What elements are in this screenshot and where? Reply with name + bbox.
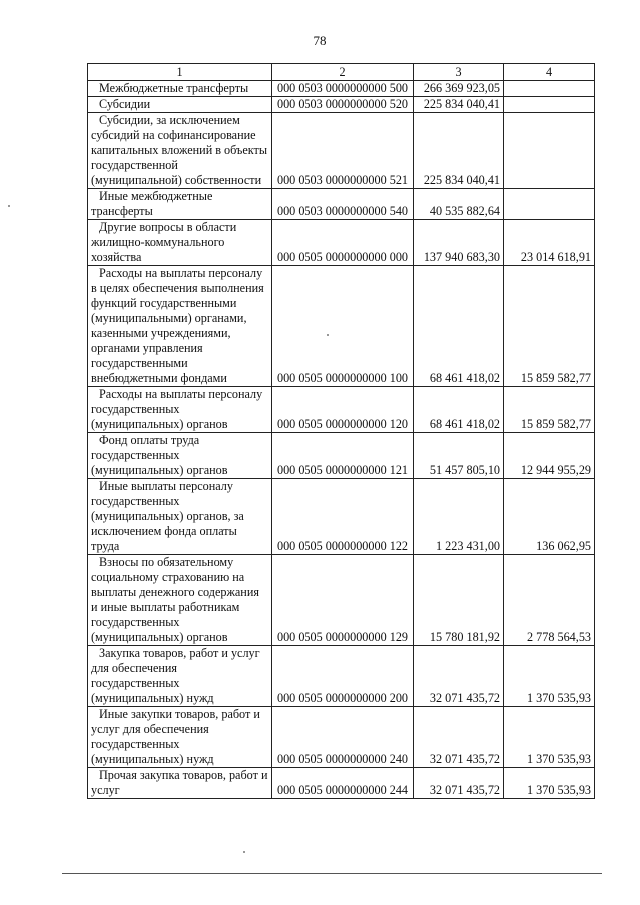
row-code: 000 0503 0000000000 520 (272, 97, 414, 113)
table-row (88, 113, 595, 189)
row-col4-value: 2 778 564,53 (504, 555, 595, 646)
row-col3-value: 68 461 418,02 (414, 266, 504, 387)
row-name: Иные выплаты персоналу государственных (муниципальных) органов, за исключением фонда оплаты труда (91, 479, 244, 553)
row-col3-value: 1 223 431,00 (414, 479, 504, 555)
table-row (88, 97, 595, 113)
header-col-4: 4 (504, 64, 595, 81)
row-col4-value: 23 014 618,91 (504, 220, 595, 266)
row-col3-value: 68 461 418,02 (414, 387, 504, 433)
row-name-cell (88, 97, 272, 113)
table-row (88, 768, 595, 799)
row-col3-value: 225 834 040,41 (414, 113, 504, 189)
row-name: Иные межбюджетные трансферты (91, 189, 213, 218)
row-name-cell (88, 220, 272, 266)
row-code: 000 0503 0000000000 540 (272, 189, 414, 220)
row-code: 000 0503 0000000000 500 (272, 81, 414, 97)
page-number: 78 (313, 33, 327, 48)
row-code: 000 0505 0000000000 240 (272, 707, 414, 768)
row-name: Прочая закупка товаров, работ и услуг (91, 768, 268, 797)
row-name: Расходы на выплаты персоналу в целях обеспечения выполнения функций государственными (муниципальными) органами, казенными учреждениями, органами управления государственными внебюджетными фондами (91, 266, 264, 385)
row-name: Фонд оплаты труда государственных (муниципальных) органов (91, 433, 228, 477)
row-col3-value: 137 940 683,30 (414, 220, 504, 266)
table-row (88, 189, 595, 220)
table-row (88, 707, 595, 768)
table-row (88, 555, 595, 646)
row-code: 000 0505 0000000000 121 (272, 433, 414, 479)
row-name-cell (88, 646, 272, 707)
row-code: 000 0503 0000000000 521 (272, 113, 414, 189)
row-name-cell (88, 768, 272, 799)
row-col4-value (504, 97, 595, 113)
budget-table (87, 63, 595, 799)
table-row (88, 387, 595, 433)
row-col3-value: 40 535 882,64 (414, 189, 504, 220)
row-code: 000 0505 0000000000 129 (272, 555, 414, 646)
row-name-cell (88, 707, 272, 768)
row-col4-value: 136 062,95 (504, 479, 595, 555)
row-name-cell (88, 479, 272, 555)
row-name: Расходы на выплаты персоналу государственных (муниципальных) органов (91, 387, 263, 431)
row-name: Межбюджетные трансферты (99, 81, 249, 95)
row-col3-value: 32 071 435,72 (414, 768, 504, 799)
row-code: 000 0505 0000000000 000 (272, 220, 414, 266)
header-row (88, 64, 595, 81)
row-name-cell (88, 81, 272, 97)
row-code: 000 0505 0000000000 120 (272, 387, 414, 433)
row-name: Иные закупки товаров, работ и услуг для обеспечения государственных (муниципальных) нужд (91, 707, 260, 766)
table-body (88, 81, 595, 799)
header-col-2: 2 (272, 64, 414, 81)
table-header (88, 64, 595, 81)
row-col4-value: 15 859 582,77 (504, 387, 595, 433)
row-code: 000 0505 0000000000 100 (272, 266, 414, 387)
scan-speck (8, 205, 10, 207)
row-col4-value: 15 859 582,77 (504, 266, 595, 387)
table-row (88, 81, 595, 97)
row-code: 000 0505 0000000000 244 (272, 768, 414, 799)
row-name: Субсидии (99, 97, 151, 111)
bottom-rule (62, 873, 602, 874)
row-col4-value: 1 370 535,93 (504, 646, 595, 707)
header-col-3: 3 (414, 64, 504, 81)
row-name-cell (88, 189, 272, 220)
row-col3-value: 15 780 181,92 (414, 555, 504, 646)
row-name-cell (88, 113, 272, 189)
row-name-cell (88, 555, 272, 646)
row-col4-value: 12 944 955,29 (504, 433, 595, 479)
row-code: 000 0505 0000000000 122 (272, 479, 414, 555)
row-col3-value: 266 369 923,05 (414, 81, 504, 97)
row-col3-value: 225 834 040,41 (414, 97, 504, 113)
row-col3-value: 51 457 805,10 (414, 433, 504, 479)
row-col4-value (504, 189, 595, 220)
scan-speck (243, 851, 245, 853)
row-col3-value: 32 071 435,72 (414, 646, 504, 707)
table-row (88, 220, 595, 266)
table-row (88, 433, 595, 479)
row-name: Субсидии, за исключением субсидий на софинансирование капитальных вложений в объекты государственной (муниципальной) собственности (91, 113, 268, 187)
row-col4-value: 1 370 535,93 (504, 768, 595, 799)
row-name: Закупка товаров, работ и услуг для обеспечения государственных (муниципальных) нужд (91, 646, 260, 705)
row-col4-value: 1 370 535,93 (504, 707, 595, 768)
row-col3-value: 32 071 435,72 (414, 707, 504, 768)
row-name-cell (88, 433, 272, 479)
table-row (88, 646, 595, 707)
row-name: Взносы по обязательному социальному страхованию на выплаты денежного содержания и иные выплаты работникам государственных (муниципальных) органов (91, 555, 259, 644)
row-name-cell (88, 387, 272, 433)
scan-speck (327, 334, 329, 336)
table-row (88, 479, 595, 555)
row-name-cell (88, 266, 272, 387)
row-code: 000 0505 0000000000 200 (272, 646, 414, 707)
row-col4-value (504, 81, 595, 97)
header-col-1: 1 (88, 64, 272, 81)
row-name: Другие вопросы в области жилищно-коммунального хозяйства (91, 220, 237, 264)
row-col4-value (504, 113, 595, 189)
table-row (88, 266, 595, 387)
